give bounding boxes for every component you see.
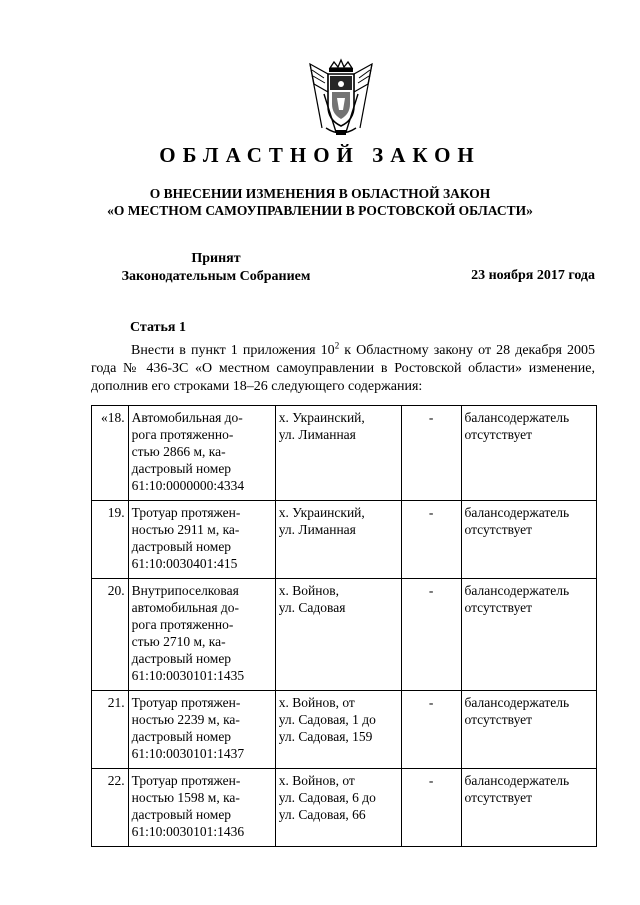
table-row xyxy=(92,501,597,579)
balance-holder: балансодержатель отсутствует xyxy=(461,501,596,579)
law-title: ОБЛАСТНОЙ ЗАКОН xyxy=(159,143,481,167)
object-dash: - xyxy=(401,691,461,769)
table-row xyxy=(92,769,597,847)
row-number: 21. xyxy=(92,691,129,769)
row-number: 19. xyxy=(92,501,129,579)
object-description: Внутрипоселковая автомобильная до- рога протяженно- стью 2710 м, ка- дастровый номер 61:10:0030101:1435 xyxy=(128,579,275,691)
object-description: Тротуар протяжен- ностью 1598 м, ка- дастровый номер 61:10:0030101:1436 xyxy=(128,769,275,847)
table-row xyxy=(92,691,597,769)
adoption-body-name: Законодательным Собранием xyxy=(121,269,311,284)
object-description: Тротуар протяжен- ностью 2239 м, ка- дастровый номер 61:10:0030101:1437 xyxy=(128,691,275,769)
object-address: х. Украинский, ул. Лиманная xyxy=(275,406,401,501)
table-row xyxy=(92,406,597,501)
object-dash: - xyxy=(401,579,461,691)
object-address: х. Войнов, от ул. Садовая, 6 до ул. Садовая, 66 xyxy=(275,769,401,847)
balance-holder: балансодержатель отсутствует xyxy=(461,769,596,847)
table-row xyxy=(92,579,597,691)
adoption-accepted-label: Принят xyxy=(191,251,241,266)
object-address: х. Войнов, от ул. Садовая, 1 до ул. Садовая, 159 xyxy=(275,691,401,769)
object-address: х. Войнов, ул. Садовая xyxy=(275,579,401,691)
object-dash: - xyxy=(401,769,461,847)
law-subtitle-line-1: О ВНЕСЕНИИ ИЗМЕНЕНИЯ В ОБЛАСТНОЙ ЗАКОН xyxy=(149,186,491,201)
object-dash: - xyxy=(401,501,461,579)
row-number: 20. xyxy=(92,579,129,691)
row-number: «18. xyxy=(92,406,129,501)
row-number: 22. xyxy=(92,769,129,847)
article-superscript: 2 xyxy=(334,340,340,351)
object-description: Автомобильная до- рога протяженно- стью 2866 м, ка- дастровый номер 61:10:0000000:4334 xyxy=(128,406,275,501)
balance-holder: балансодержатель отсутствует xyxy=(461,579,596,691)
object-address: х. Украинский, ул. Лиманная xyxy=(275,501,401,579)
article-text-part-2: к Областному закону от 28 декабря 2005 года № 436-ЗС «О местном самоуправлении в Ростовской области» изменение, дополнив его строками 18–26 следующего содержания: xyxy=(91,343,595,394)
balance-holder: балансодержатель отсутствует xyxy=(461,406,596,501)
balance-holder: балансодержатель отсутствует xyxy=(461,691,596,769)
adoption-block xyxy=(91,250,341,286)
road-items-table xyxy=(91,405,597,847)
law-subtitle-line-2: «О МЕСТНОМ САМОУПРАВЛЕНИИ В РОСТОВСКОЙ ОБЛАСТИ» xyxy=(107,203,533,218)
object-description: Тротуар протяжен- ностью 2911 м, ка- дастровый номер 61:10:0030401:415 xyxy=(128,501,275,579)
adoption-date: 23 ноября 2017 года xyxy=(471,268,595,283)
article-text-part-1: Внести в пункт 1 приложения 10 xyxy=(131,343,335,358)
article-text xyxy=(91,342,595,396)
object-dash: - xyxy=(401,406,461,501)
article-heading: Статья 1 xyxy=(130,320,186,335)
coat-of-arms-emblem xyxy=(302,58,380,138)
